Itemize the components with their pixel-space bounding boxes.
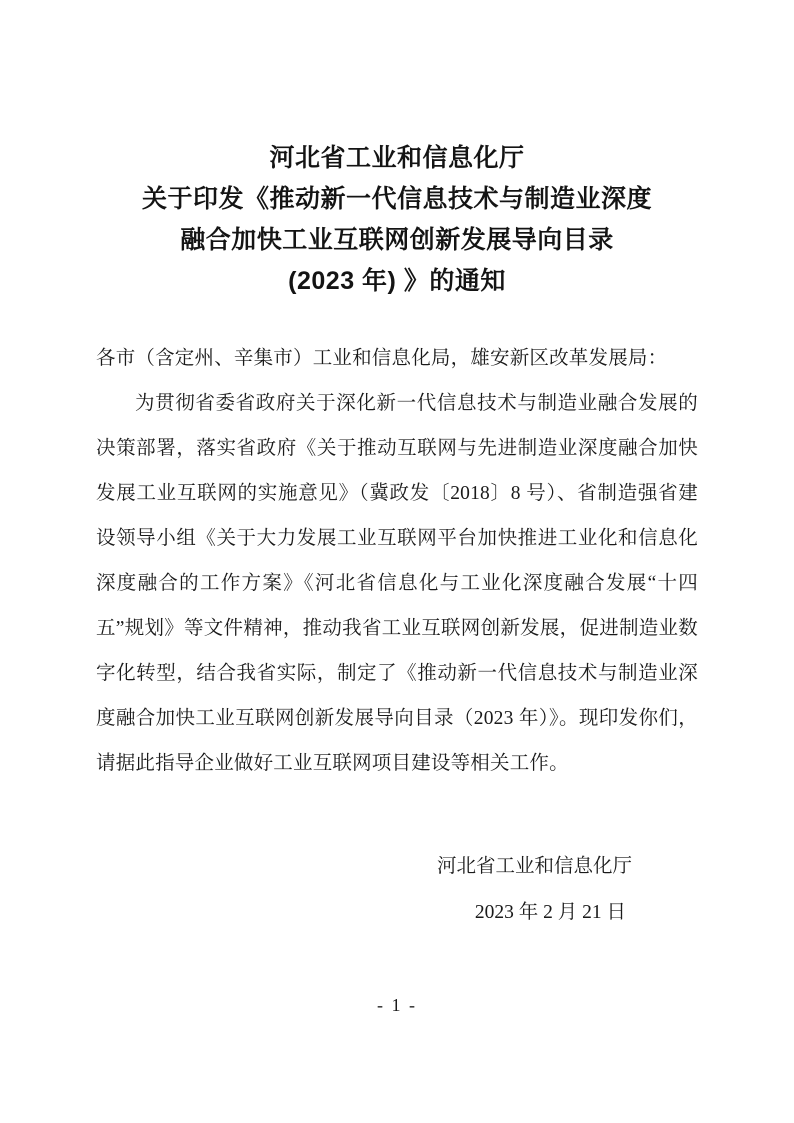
title-line-4: (2023 年) 》的通知 [288,267,506,295]
document-body [96,336,698,786]
signature-date: 2023 年 2 月 21 日 [474,902,626,923]
salutation: 各市（含定州、辛集市）工业和信息化局，雄安新区改革发展局： [96,348,668,369]
page-number: - 1 - [377,995,417,1015]
title-line-2: 关于印发《推动新一代信息技术与制造业深度 [141,185,652,213]
signature-issuer: 河北省工业和信息化厅 [436,856,632,877]
body-paragraph-1: 为贯彻省委省政府关于深化新一代信息技术与制造业融合发展的决策部署，落实省政府《关于推动互联网与先进制造业深度融合加快发展工业互联网的实施意见》（冀政发〔2018〕8 号）、省制造强省建设领导小组《关于大力发展工业互联网平台加快推进工业化和信息化深度融合的工作方案》《河北省信息化与工业化深度融合发展“十四五”规划》等文件精神，推动我省工业互联网创新发展，促进制造业数字化转型，结合我省实际，制定了《推动新一代信息技术与制造业深度融合加快工业互联网创新发展导向目录（2023 年）》。现印发你们，请据此指导企业做好工业互联网项目建设等相关工作。 [96,393,698,774]
title-line-3: 融合加快工业互联网创新发展导向目录 [180,226,614,254]
title-line-1: 河北省工业和信息化厅 [269,144,525,172]
page-title [96,138,698,302]
signature-block [96,844,698,936]
